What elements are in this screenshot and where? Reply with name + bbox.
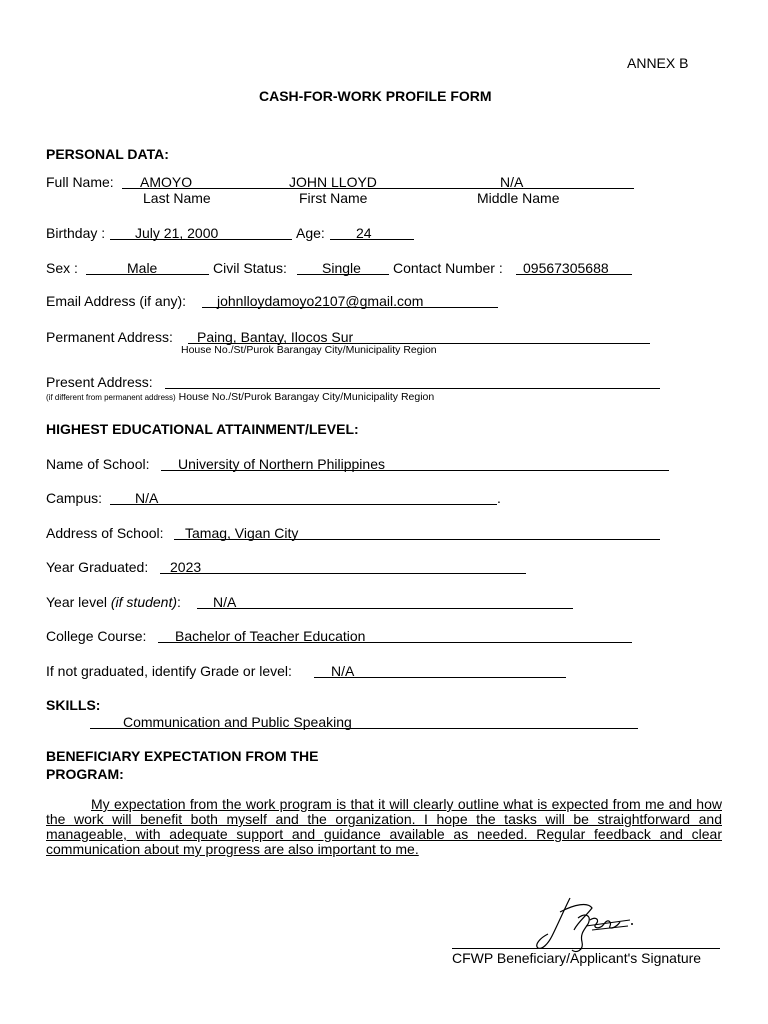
- school-name-value: University of Northern Philippines: [178, 456, 385, 472]
- campus-value: N/A: [135, 490, 159, 506]
- civil-status-value: Single: [322, 260, 361, 276]
- sex-value: Male: [127, 260, 158, 276]
- expectation-heading-line2: PROGRAM:: [46, 766, 124, 782]
- year-level-colon: :: [177, 594, 181, 610]
- age-value: 24: [356, 225, 372, 241]
- permanent-address-value: Paing, Bantay, Ilocos Sur: [197, 329, 354, 345]
- present-address-note: (if different from permanent address): [46, 393, 176, 402]
- campus-period: .: [497, 490, 501, 506]
- present-address-line: [165, 388, 660, 389]
- birthday-value: July 21, 2000: [135, 225, 219, 241]
- school-address-value: Tamag, Vigan City: [185, 525, 299, 541]
- year-graduated-line: [160, 573, 526, 574]
- school-name-label: Name of School:: [46, 456, 150, 472]
- present-address-label: Present Address:: [46, 374, 153, 390]
- campus-line: [110, 504, 497, 505]
- year-level-note: (if student): [110, 594, 178, 610]
- first-name-caption: First Name: [299, 190, 368, 206]
- skills-heading: SKILLS:: [46, 697, 101, 713]
- last-name-caption: Last Name: [143, 190, 211, 206]
- full-name-line: [122, 188, 634, 189]
- permanent-address-caption: House No./St/Purok Barangay City/Municipality Region: [181, 344, 437, 356]
- college-course-value: Bachelor of Teacher Education: [175, 628, 366, 644]
- college-course-label: College Course:: [46, 628, 147, 644]
- sex-label: Sex :: [46, 260, 78, 276]
- campus-label: Campus:: [46, 490, 103, 506]
- email-value: johnlloydamoyo2107@gmail.com: [217, 293, 424, 309]
- education-heading: HIGHEST EDUCATIONAL ATTAINMENT/LEVEL:: [46, 421, 359, 437]
- present-address-caption-row: [46, 391, 434, 404]
- middle-name-value: N/A: [500, 174, 524, 190]
- contact-value: 09567305688: [523, 260, 609, 276]
- expectation-heading-line1: BENEFICIARY EXPECTATION FROM THE: [46, 748, 319, 764]
- year-graduated-value: 2023: [170, 559, 202, 575]
- permanent-address-label: Permanent Address:: [46, 329, 173, 345]
- email-label: Email Address (if any):: [46, 293, 187, 309]
- annex-label: ANNEX B: [627, 55, 689, 71]
- signature-line: [452, 948, 720, 949]
- year-level-line: [197, 608, 573, 609]
- skills-value: Communication and Public Speaking: [123, 714, 352, 730]
- last-name-value: AMOYO: [140, 174, 193, 190]
- first-name-value: JOHN LLOYD: [289, 174, 377, 190]
- age-label: Age:: [296, 225, 325, 241]
- full-name-label: Full Name:: [46, 174, 114, 190]
- middle-name-caption: Middle Name: [477, 190, 560, 206]
- present-address-caption: House No./St/Purok Barangay City/Municipality Region: [178, 391, 435, 403]
- year-level-value: N/A: [213, 594, 237, 610]
- signature-caption: CFWP Beneficiary/Applicant's Signature: [452, 950, 702, 966]
- year-graduated-label: Year Graduated:: [46, 559, 149, 575]
- birthday-label: Birthday :: [46, 225, 106, 241]
- school-address-label: Address of School:: [46, 525, 164, 541]
- personal-data-heading: PERSONAL DATA:: [46, 146, 169, 162]
- year-level-label-row: [46, 594, 181, 610]
- not-graduated-label: If not graduated, identify Grade or level:: [46, 663, 292, 679]
- civil-status-label: Civil Status:: [213, 260, 287, 276]
- not-graduated-value: N/A: [331, 663, 355, 679]
- expectation-paragraph: My expectation from the work program is that it will clearly outline what is expected from me and how the work will benefit both myself and the organization. I hope the tasks will be straightforward and manageable, with adequate support and guidance available as needed. Regular feedback and clear communication about my progress are also important to me.: [46, 796, 722, 857]
- age-line: [330, 239, 414, 240]
- form-title: CASH-FOR-WORK PROFILE FORM: [259, 88, 492, 104]
- contact-label: Contact Number :: [393, 260, 503, 276]
- year-level-label: Year level: [46, 594, 107, 610]
